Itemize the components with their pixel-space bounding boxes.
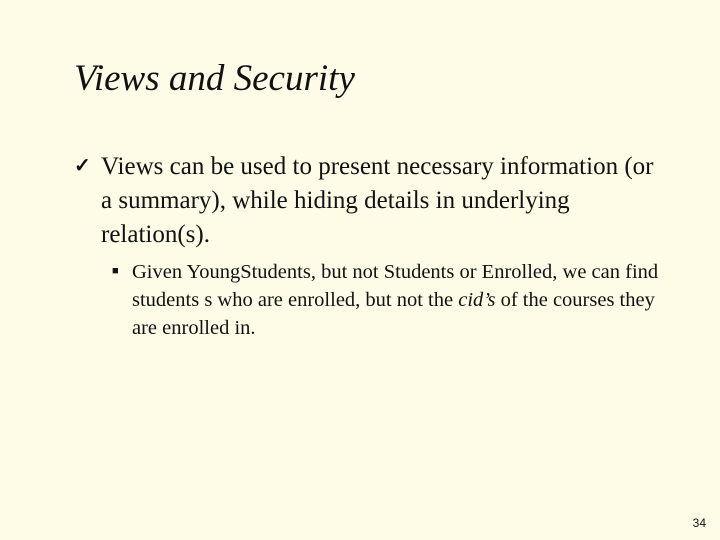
sub-bullet-text-emphasis: cid’s	[458, 289, 496, 311]
sub-bullet-text-before: Given YoungStudents, but not Students or Enrolled, we can find students s who are enrolled, but not the	[132, 261, 659, 311]
diamond-check-icon: ✓	[74, 155, 91, 177]
square-icon: ■	[112, 265, 119, 277]
bullet-text: Views can be used to present necessary information (or a summary), while hiding details in underlying relation(s).	[101, 153, 654, 248]
sub-bullet-text-after: of the courses they are enrolled in.	[132, 289, 655, 339]
slide-title: Views and Security	[74, 58, 355, 99]
page-number: 34	[692, 516, 706, 530]
sub-bullet-text	[132, 258, 684, 342]
